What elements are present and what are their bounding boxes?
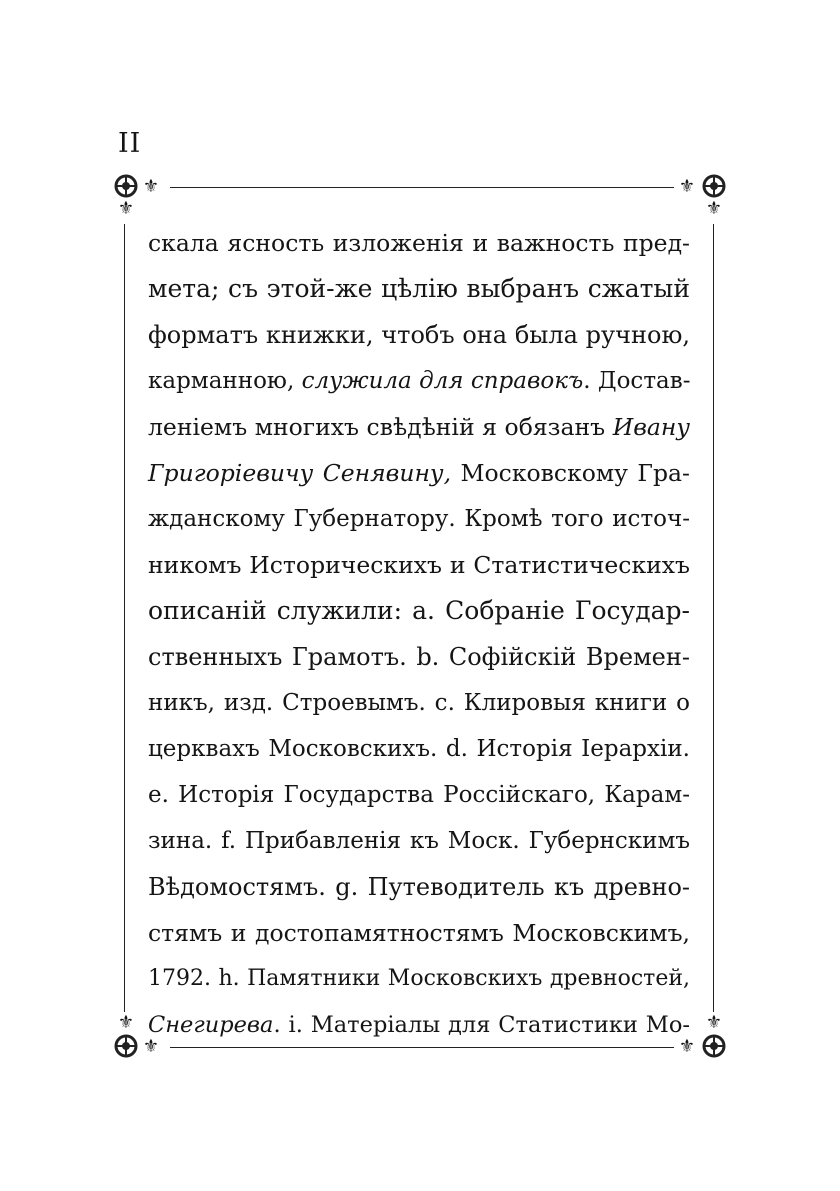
text-segment: Вѣдомостямъ. g. Путеводитель къ древно- (148, 873, 690, 901)
fleuron-icon: ⚜ (142, 1036, 160, 1057)
frame-left-rule (124, 224, 125, 1012)
text-line (148, 496, 690, 542)
text-line (148, 358, 690, 404)
text-line (148, 818, 690, 864)
text-line (148, 1002, 690, 1048)
fleuron-icon: ⚜ (678, 1036, 696, 1057)
text-line (148, 404, 690, 450)
text-segment: . i. Матеріалы для Статистики Мо- (273, 1012, 690, 1038)
frame-top-rule (170, 187, 674, 188)
text-segment: скала ясность изложенія и важность пред- (148, 229, 690, 257)
text-segment: жданскому Губернатору. Кромѣ того источ- (148, 506, 690, 532)
text-line (148, 956, 690, 1002)
text-line (148, 312, 690, 358)
text-segment: никомъ Историческихъ и Статистическихъ (148, 551, 690, 579)
text-line (148, 910, 690, 956)
text-segment: стямъ и достопамятностямъ Московскимъ, (148, 919, 690, 947)
text-segment: Московскому Гра- (451, 459, 690, 487)
text-segment: описаній служили: a. Собраніе Государ- (148, 596, 690, 625)
fleuron-icon: ⚜ (142, 176, 160, 197)
fleuron-icon: ⚜ (705, 1012, 723, 1033)
fleuron-icon: ⚜ (117, 198, 135, 219)
text-line (148, 450, 690, 496)
frame-right-rule (713, 224, 714, 1012)
italic-text: Ивану (612, 413, 690, 441)
text-line (148, 588, 690, 634)
text-line (148, 266, 690, 312)
text-segment: форматъ книжки, чтобъ она была ручною, (148, 321, 690, 349)
rosette-icon (112, 172, 140, 200)
text-segment: карманною, (148, 368, 302, 394)
fleuron-icon: ⚜ (117, 1012, 135, 1033)
text-line (148, 772, 690, 818)
text-segment: леніемъ многихъ свѣдѣній я обязанъ (148, 413, 613, 441)
italic-text: Снегирева (148, 1012, 274, 1038)
text-line (148, 864, 690, 910)
text-segment: 1792. h. Памятники Московскихъ древностей, (148, 966, 690, 991)
fleuron-icon: ⚜ (678, 176, 696, 197)
fleuron-icon: ⚜ (705, 198, 723, 219)
text-line (148, 680, 690, 726)
text-segment: мета; съ этой-же цѣлію выбранъ сжатый (148, 274, 690, 303)
page-number: II (118, 128, 142, 159)
text-segment: e. Исторія Государства Россійскаго, Карам- (148, 782, 690, 808)
text-line (148, 726, 690, 772)
text-segment: церквахъ Московскихъ. d. Исторія Іерархіи. (148, 736, 690, 762)
text-segment: никъ, изд. Строевымъ. c. Клировыя книги о (148, 690, 690, 716)
rosette-icon (700, 1032, 728, 1060)
body-text (148, 220, 690, 1048)
rosette-icon (700, 172, 728, 200)
text-line (148, 220, 690, 266)
text-segment: зина. f. Прибавленія къ Моск. Губернскимъ (148, 828, 690, 854)
text-segment: ственныхъ Грамотъ. b. Софійскій Времен- (148, 643, 690, 671)
text-segment: . Достав- (583, 368, 691, 394)
italic-text: Григоріевичу Сенявину, (148, 459, 452, 487)
text-line (148, 542, 690, 588)
rosette-icon (112, 1032, 140, 1060)
italic-text: служила для справокъ (301, 368, 584, 394)
text-line (148, 634, 690, 680)
